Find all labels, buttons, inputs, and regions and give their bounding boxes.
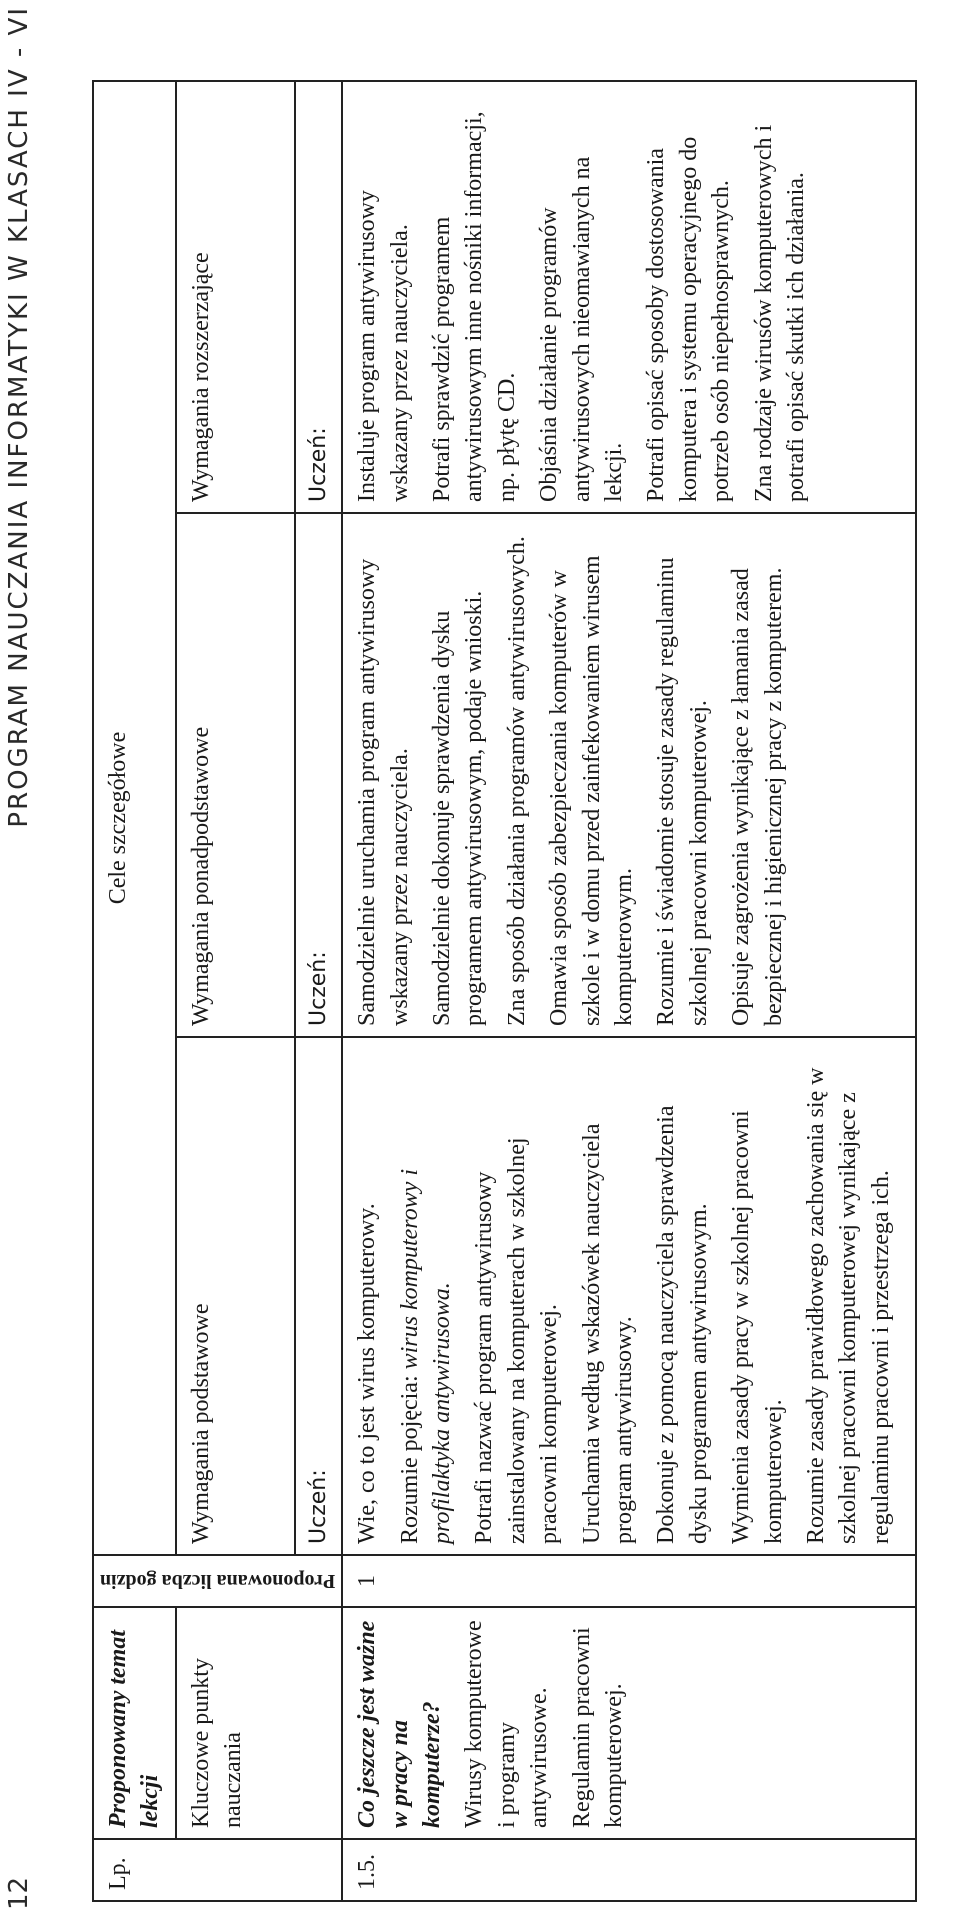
row-extended-cell (342, 81, 916, 513)
above-item: Zna sposób działania programów antywirusowych. (503, 536, 530, 1026)
row-topic-cell (342, 1607, 916, 1839)
above-item: Opisuje zagrożenia wynikające z łamania zasad bezpiecznej i higienicznej pracy z komputerem. (728, 567, 787, 1026)
header-hours-cell (93, 1555, 342, 1607)
row-lp: 1.5. (342, 1839, 916, 1901)
basic-item (394, 1048, 459, 1544)
header-keypoints: Kluczowe punkty nauczania (176, 1607, 342, 1839)
header-row-1 (93, 81, 176, 1901)
extended-item: Potrafi opisać sposoby dostosowania komputera i systemu operacyjnego do potrzeb osób niepełnosprawnych. (643, 136, 735, 502)
above-item: Samodzielnie dokonuje sprawdzenia dysku programem antywirusowym, podaje wnioski. (429, 590, 488, 1026)
table-row (342, 81, 916, 1901)
row-hours: 1 (342, 1555, 916, 1607)
curriculum-table (92, 80, 917, 1902)
basic-item: Uruchamia według wskazówek nauczyciela program antywirusowy. (578, 1123, 637, 1544)
row-keypoint: Regulamin pracowni komputerowej. (568, 1627, 627, 1828)
page-number: 12 (4, 1876, 34, 1910)
above-item: Samodzielnie uruchamia program antywirusowy wskazany przez nauczyciela. (354, 558, 413, 1026)
student-basic: Uczeń: (295, 1037, 343, 1555)
above-item: Omawia sposób zabezpieczania komputerów w szkole i w domu przed zainfekowaniem wirusem komputerowym. (546, 555, 637, 1026)
basic-item: Wie, co to jest wirus komputerowy. (354, 1203, 381, 1544)
basic-item-terms: wirus komputerowy i profilaktyka antywirusowa. (396, 1168, 455, 1544)
extended-item: Zna rodzaje wirusów komputerowych i potrafi opisać skutki ich działania. (750, 124, 809, 502)
student-above: Uczeń: (295, 513, 343, 1037)
row-topic: Co jeszcze jest ważne w pracy na komputerze? (354, 1620, 445, 1828)
header-above: Wymagania ponadpodstawowe (176, 513, 295, 1037)
basic-item-prefix: Rozumie pojęcia: (396, 1369, 423, 1544)
extended-item: Objaśnia działanie programów antywirusowych nieomawianych na lekcji. (536, 156, 627, 502)
row-basic-cell (342, 1037, 916, 1555)
header-goals: Cele szczegółowe (93, 81, 176, 1555)
header-hours: Proponowana liczba godzin (100, 1570, 336, 1593)
row-keypoint: Wirusy komputerowe i programy antywirusowe. (461, 1620, 553, 1828)
extended-item: Instaluje program antywirusowy wskazany przez nauczyciela. (354, 190, 413, 502)
header-extended: Wymagania rozszerzające (176, 81, 295, 513)
student-extended: Uczeń: (295, 81, 343, 513)
basic-item: Potrafi nazwać program antywirusowy zainstalowany na komputerach w szkolnej pracowni komputerowej. (471, 1137, 563, 1544)
header-row-2 (176, 81, 295, 1901)
row-above-cell (342, 513, 916, 1037)
header-topic: Proponowany temat lekcji (93, 1607, 176, 1839)
extended-item: Potrafi sprawdzić programem antywirusowym inne nośniki informacji, np. płytę CD. (429, 111, 520, 502)
header-basic: Wymagania podstawowe (176, 1037, 295, 1555)
running-header: PROGRAM NAUCZANIA INFORMATYKI W KLASACH IV - VI (4, 6, 34, 828)
header-lp: Lp. (93, 1839, 342, 1901)
basic-item: Rozumie zasady prawidłowego zachowania się w szkolnej pracowni komputerowej wynikające z regulaminu pracowni i przestrzega ich. (802, 1067, 894, 1544)
basic-item: Wymienia zasady pracy w szkolnej pracowni komputerowej. (728, 1110, 787, 1544)
above-item: Rozumie i świadomie stosuje zasady regulaminu szkolnej pracowni komputerowej. (653, 557, 712, 1026)
basic-item: Dokonuje z pomocą nauczyciela sprawdzenia dysku programem antywirusowym. (653, 1105, 712, 1544)
